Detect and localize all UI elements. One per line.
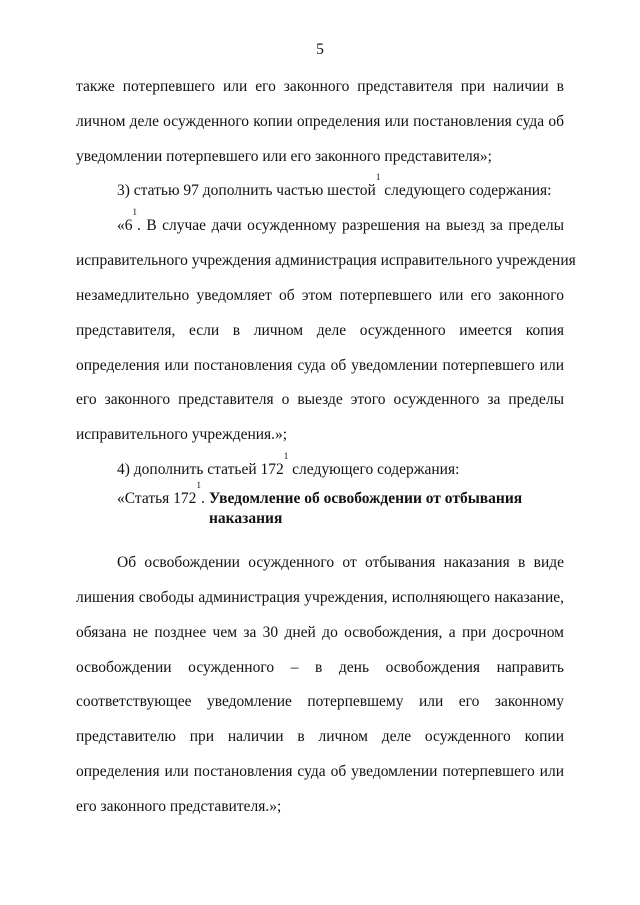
para3-line-8: его законного представителя.»; xyxy=(76,798,282,815)
item3-superscript: 1 xyxy=(375,172,381,182)
item3-text-end: следующего содержания: xyxy=(380,182,552,199)
item3-text: 3) статью 97 дополнить частью шестой xyxy=(117,182,376,199)
item4-superscript: 1 xyxy=(283,451,289,461)
para2-line-7: исправительного учреждения.»; xyxy=(76,426,288,443)
para3-line-1: Об освобождении осужденного от отбывания наказания в виде xyxy=(117,554,564,571)
item4-text: 4) дополнить статьей 172 xyxy=(117,461,284,478)
para2-line-4: представителя, если в личном деле осужденного имеется копия xyxy=(76,322,564,339)
article-title-line-1: Уведомление об освобождении от отбывания xyxy=(209,490,523,507)
para1-line-2: личном деле осужденного копии определения или постановления суда об xyxy=(76,113,564,130)
para2-superscript: 1 xyxy=(132,207,137,217)
para2-line-1 xyxy=(117,207,564,236)
para2-line-1-text: . В случае дачи осужденному разрешения на выезд за пределы xyxy=(137,217,564,234)
item3-line xyxy=(117,172,564,201)
page-number: 5 xyxy=(316,41,324,58)
para2-line-6: его законного представителя о выезде этого осужденного за пределы xyxy=(76,391,564,408)
para2-line-2: исправительного учреждения администрация исправительного учреждения xyxy=(76,252,576,269)
para1-line-3: уведомлении потерпевшего или его законного представителя»; xyxy=(76,148,492,165)
para3-line-6: представителю при наличии в личном деле осужденного копии xyxy=(76,728,564,745)
para1-line-1: также потерпевшего или его законного представителя при наличии в xyxy=(76,78,564,95)
para3-line-7: определения или постановления суда об уведомлении потерпевшего или xyxy=(76,763,564,780)
para2-quote-open: «6 xyxy=(117,217,133,234)
article-title-line-2: наказания xyxy=(209,510,283,527)
article-number: «Статья 172 xyxy=(117,490,197,507)
para3-line-2: лишения свободы администрация учреждения, исполняющего наказание, xyxy=(76,589,564,606)
item4-text-end: следующего содержания: xyxy=(288,461,460,478)
para2-line-5: определения или постановления суда об уведомлении потерпевшего или xyxy=(76,357,564,374)
para3-line-5: соответствующее уведомление потерпевшему или его законному xyxy=(76,693,564,710)
article-heading-prefix xyxy=(117,480,205,509)
para2-line-3: незамедлительно уведомляет об этом потерпевшего или его законного xyxy=(76,287,564,304)
para3-line-4: освобождении осужденного – в день освобождения направить xyxy=(76,659,564,676)
para3-line-3: обязана не позднее чем за 30 дней до освобождения, а при досрочном xyxy=(76,624,564,641)
article-superscript: 1 xyxy=(196,480,201,490)
item4-line xyxy=(117,451,564,480)
article-number-dot: . xyxy=(200,490,205,507)
